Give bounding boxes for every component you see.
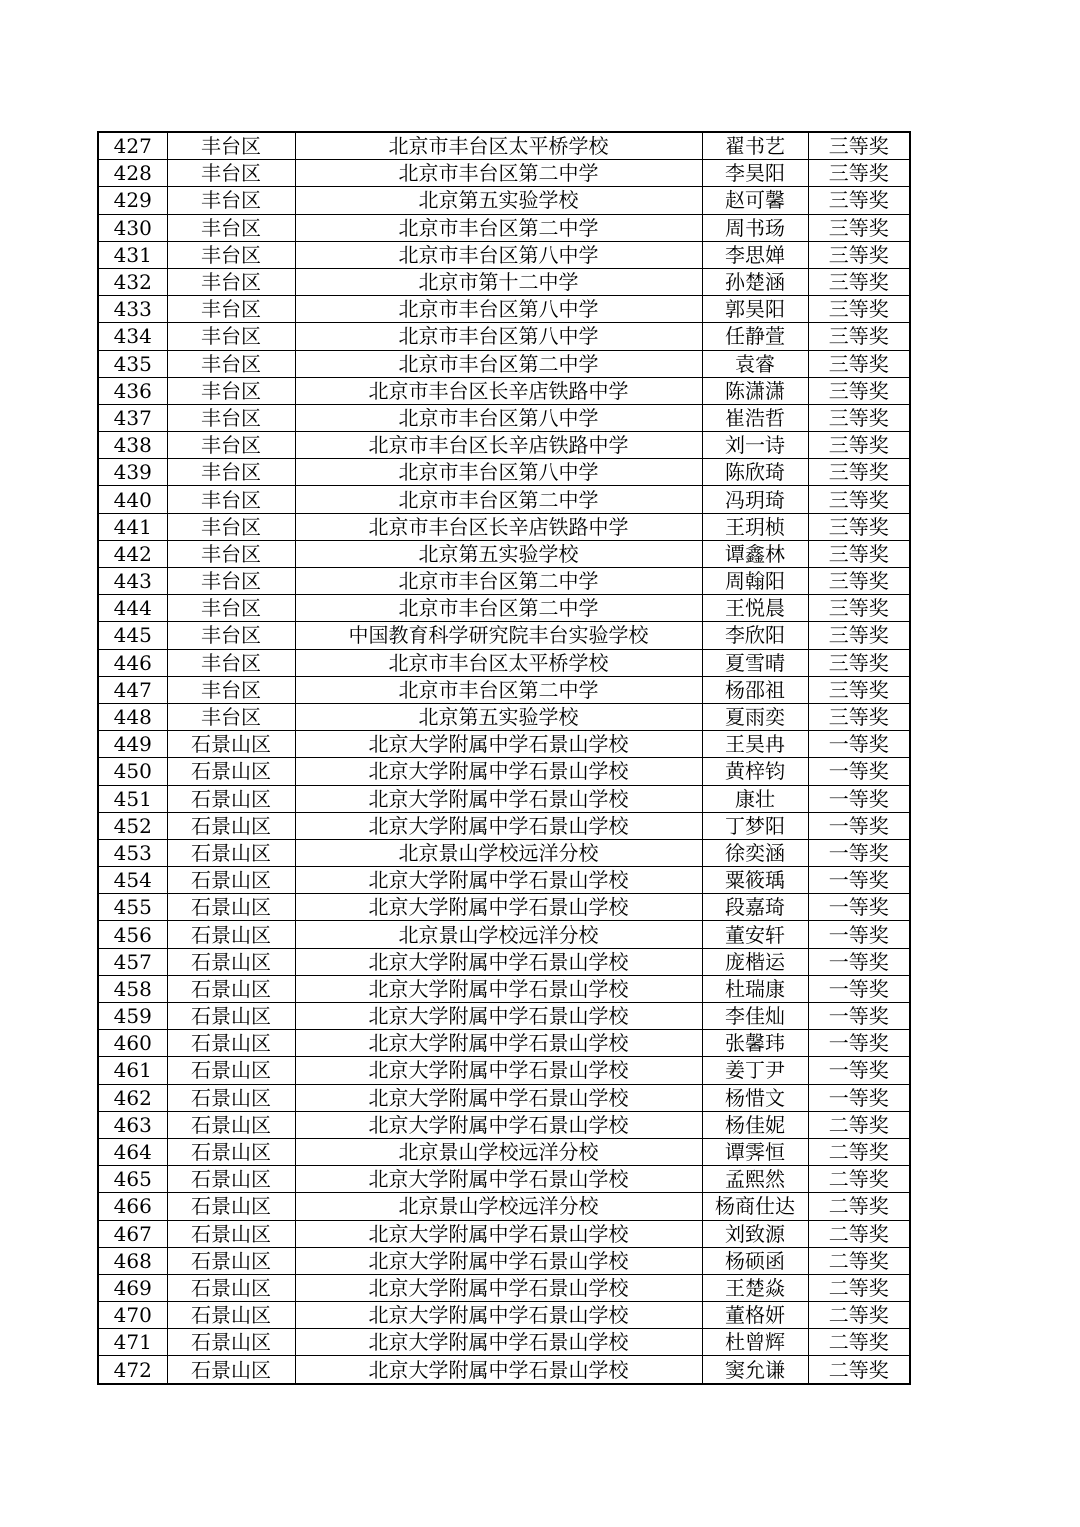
school-cell: 北京市丰台区第八中学 xyxy=(295,404,702,431)
row-number: 444 xyxy=(98,595,167,622)
district-cell: 石景山区 xyxy=(167,1356,295,1384)
table-row xyxy=(98,894,910,921)
award-cell: 一等奖 xyxy=(808,921,910,948)
school-cell: 北京大学附属中学石景山学校 xyxy=(295,1329,702,1356)
school-cell: 北京市丰台区太平桥学校 xyxy=(295,649,702,676)
table-row xyxy=(98,1138,910,1165)
student-name-cell: 杨硕函 xyxy=(702,1247,808,1274)
school-cell: 北京大学附属中学石景山学校 xyxy=(295,785,702,812)
table-row xyxy=(98,1274,910,1301)
district-cell: 石景山区 xyxy=(167,1329,295,1356)
student-name-cell: 郭昊阳 xyxy=(702,296,808,323)
award-cell: 三等奖 xyxy=(808,214,910,241)
award-cell: 一等奖 xyxy=(808,1057,910,1084)
row-number: 454 xyxy=(98,867,167,894)
school-cell: 北京市丰台区第八中学 xyxy=(295,323,702,350)
student-name-cell: 杨邵祖 xyxy=(702,676,808,703)
student-name-cell: 杜曾辉 xyxy=(702,1329,808,1356)
school-cell: 北京大学附属中学石景山学校 xyxy=(295,1057,702,1084)
school-cell: 北京市丰台区第二中学 xyxy=(295,676,702,703)
award-cell: 二等奖 xyxy=(808,1329,910,1356)
table-row xyxy=(98,214,910,241)
student-name-cell: 孟熙然 xyxy=(702,1166,808,1193)
student-name-cell: 周翰阳 xyxy=(702,568,808,595)
table-row xyxy=(98,1220,910,1247)
award-cell: 一等奖 xyxy=(808,839,910,866)
award-cell: 二等奖 xyxy=(808,1138,910,1165)
row-number: 467 xyxy=(98,1220,167,1247)
student-name-cell: 丁梦阳 xyxy=(702,812,808,839)
student-name-cell: 王昊冉 xyxy=(702,731,808,758)
student-name-cell: 夏雪晴 xyxy=(702,649,808,676)
award-cell: 二等奖 xyxy=(808,1247,910,1274)
school-cell: 北京市丰台区第二中学 xyxy=(295,486,702,513)
row-number: 429 xyxy=(98,187,167,214)
school-cell: 北京市丰台区第二中学 xyxy=(295,160,702,187)
student-name-cell: 董安轩 xyxy=(702,921,808,948)
award-results-table xyxy=(97,131,911,1385)
student-name-cell: 李欣阳 xyxy=(702,622,808,649)
student-name-cell: 刘致源 xyxy=(702,1220,808,1247)
school-cell: 北京大学附属中学石景山学校 xyxy=(295,867,702,894)
district-cell: 石景山区 xyxy=(167,1302,295,1329)
district-cell: 丰台区 xyxy=(167,703,295,730)
school-cell: 北京市丰台区第八中学 xyxy=(295,296,702,323)
school-cell: 北京第五实验学校 xyxy=(295,540,702,567)
school-cell: 北京大学附属中学石景山学校 xyxy=(295,731,702,758)
award-cell: 三等奖 xyxy=(808,540,910,567)
award-cell: 三等奖 xyxy=(808,432,910,459)
student-name-cell: 段嘉琦 xyxy=(702,894,808,921)
district-cell: 丰台区 xyxy=(167,649,295,676)
row-number: 469 xyxy=(98,1274,167,1301)
district-cell: 石景山区 xyxy=(167,921,295,948)
student-name-cell: 姜丁尹 xyxy=(702,1057,808,1084)
table-row xyxy=(98,921,910,948)
school-cell: 北京大学附属中学石景山学校 xyxy=(295,1302,702,1329)
student-name-cell: 周书玚 xyxy=(702,214,808,241)
table-row xyxy=(98,622,910,649)
table-row xyxy=(98,1193,910,1220)
school-cell: 北京大学附属中学石景山学校 xyxy=(295,975,702,1002)
award-cell: 三等奖 xyxy=(808,268,910,295)
row-number: 458 xyxy=(98,975,167,1002)
school-cell: 北京大学附属中学石景山学校 xyxy=(295,894,702,921)
table-row xyxy=(98,948,910,975)
student-name-cell: 陈欣琦 xyxy=(702,459,808,486)
award-cell: 三等奖 xyxy=(808,595,910,622)
district-cell: 石景山区 xyxy=(167,758,295,785)
district-cell: 石景山区 xyxy=(167,1003,295,1030)
table-row xyxy=(98,377,910,404)
district-cell: 石景山区 xyxy=(167,1057,295,1084)
row-number: 471 xyxy=(98,1329,167,1356)
district-cell: 丰台区 xyxy=(167,540,295,567)
row-number: 431 xyxy=(98,241,167,268)
student-name-cell: 庞楷运 xyxy=(702,948,808,975)
district-cell: 石景山区 xyxy=(167,1166,295,1193)
award-cell: 三等奖 xyxy=(808,649,910,676)
row-number: 428 xyxy=(98,160,167,187)
school-cell: 北京大学附属中学石景山学校 xyxy=(295,1084,702,1111)
table-row xyxy=(98,676,910,703)
school-cell: 北京市丰台区太平桥学校 xyxy=(295,132,702,160)
row-number: 437 xyxy=(98,404,167,431)
student-name-cell: 张馨玮 xyxy=(702,1030,808,1057)
row-number: 451 xyxy=(98,785,167,812)
student-name-cell: 孙楚涵 xyxy=(702,268,808,295)
row-number: 439 xyxy=(98,459,167,486)
district-cell: 丰台区 xyxy=(167,432,295,459)
award-cell: 二等奖 xyxy=(808,1193,910,1220)
row-number: 445 xyxy=(98,622,167,649)
award-cell: 一等奖 xyxy=(808,948,910,975)
row-number: 472 xyxy=(98,1356,167,1384)
row-number: 455 xyxy=(98,894,167,921)
award-cell: 三等奖 xyxy=(808,296,910,323)
award-cell: 三等奖 xyxy=(808,323,910,350)
school-cell: 北京大学附属中学石景山学校 xyxy=(295,1356,702,1384)
award-cell: 一等奖 xyxy=(808,867,910,894)
award-cell: 二等奖 xyxy=(808,1111,910,1138)
row-number: 456 xyxy=(98,921,167,948)
student-name-cell: 王悦晨 xyxy=(702,595,808,622)
award-cell: 二等奖 xyxy=(808,1220,910,1247)
student-name-cell: 袁睿 xyxy=(702,350,808,377)
school-cell: 北京景山学校远洋分校 xyxy=(295,1193,702,1220)
table-row xyxy=(98,1329,910,1356)
school-cell: 北京大学附属中学石景山学校 xyxy=(295,1030,702,1057)
award-cell: 二等奖 xyxy=(808,1166,910,1193)
school-cell: 北京景山学校远洋分校 xyxy=(295,839,702,866)
school-cell: 北京市丰台区长辛店铁路中学 xyxy=(295,377,702,404)
student-name-cell: 杨惜文 xyxy=(702,1084,808,1111)
student-name-cell: 赵可馨 xyxy=(702,187,808,214)
district-cell: 丰台区 xyxy=(167,568,295,595)
school-cell: 北京市丰台区第二中学 xyxy=(295,350,702,377)
district-cell: 石景山区 xyxy=(167,1247,295,1274)
row-number: 434 xyxy=(98,323,167,350)
district-cell: 丰台区 xyxy=(167,296,295,323)
table-row xyxy=(98,867,910,894)
district-cell: 丰台区 xyxy=(167,404,295,431)
row-number: 459 xyxy=(98,1003,167,1030)
table-row xyxy=(98,459,910,486)
school-cell: 北京大学附属中学石景山学校 xyxy=(295,1220,702,1247)
school-cell: 北京市第十二中学 xyxy=(295,268,702,295)
district-cell: 石景山区 xyxy=(167,1030,295,1057)
school-cell: 北京市丰台区长辛店铁路中学 xyxy=(295,513,702,540)
table-row xyxy=(98,1247,910,1274)
student-name-cell: 刘一诗 xyxy=(702,432,808,459)
table-row xyxy=(98,649,910,676)
district-cell: 丰台区 xyxy=(167,676,295,703)
award-cell: 一等奖 xyxy=(808,1003,910,1030)
table-row xyxy=(98,432,910,459)
district-cell: 石景山区 xyxy=(167,1193,295,1220)
row-number: 430 xyxy=(98,214,167,241)
row-number: 435 xyxy=(98,350,167,377)
student-name-cell: 杨佳妮 xyxy=(702,1111,808,1138)
school-cell: 北京市丰台区第二中学 xyxy=(295,595,702,622)
district-cell: 丰台区 xyxy=(167,323,295,350)
row-number: 464 xyxy=(98,1138,167,1165)
award-cell: 三等奖 xyxy=(808,676,910,703)
district-cell: 石景山区 xyxy=(167,867,295,894)
student-name-cell: 夏雨奕 xyxy=(702,703,808,730)
table-row xyxy=(98,812,910,839)
row-number: 449 xyxy=(98,731,167,758)
table-row xyxy=(98,296,910,323)
school-cell: 北京市丰台区第二中学 xyxy=(295,214,702,241)
district-cell: 石景山区 xyxy=(167,812,295,839)
row-number: 441 xyxy=(98,513,167,540)
student-name-cell: 康壮 xyxy=(702,785,808,812)
table-row xyxy=(98,839,910,866)
row-number: 462 xyxy=(98,1084,167,1111)
award-cell: 三等奖 xyxy=(808,241,910,268)
school-cell: 北京市丰台区第二中学 xyxy=(295,568,702,595)
school-cell: 北京市丰台区第八中学 xyxy=(295,241,702,268)
student-name-cell: 董格妍 xyxy=(702,1302,808,1329)
table-row xyxy=(98,785,910,812)
school-cell: 北京大学附属中学石景山学校 xyxy=(295,758,702,785)
award-cell: 一等奖 xyxy=(808,894,910,921)
row-number: 442 xyxy=(98,540,167,567)
student-name-cell: 李佳灿 xyxy=(702,1003,808,1030)
table-row xyxy=(98,595,910,622)
student-name-cell: 陈潇潇 xyxy=(702,377,808,404)
table-row xyxy=(98,758,910,785)
row-number: 450 xyxy=(98,758,167,785)
award-cell: 三等奖 xyxy=(808,350,910,377)
district-cell: 石景山区 xyxy=(167,1084,295,1111)
table-row xyxy=(98,1111,910,1138)
row-number: 460 xyxy=(98,1030,167,1057)
school-cell: 北京第五实验学校 xyxy=(295,187,702,214)
table-row xyxy=(98,404,910,431)
award-cell: 三等奖 xyxy=(808,377,910,404)
row-number: 448 xyxy=(98,703,167,730)
district-cell: 丰台区 xyxy=(167,622,295,649)
row-number: 438 xyxy=(98,432,167,459)
school-cell: 北京大学附属中学石景山学校 xyxy=(295,1274,702,1301)
table-body xyxy=(98,132,910,1384)
row-number: 452 xyxy=(98,812,167,839)
table-row xyxy=(98,975,910,1002)
table-row xyxy=(98,187,910,214)
student-name-cell: 崔浩哲 xyxy=(702,404,808,431)
row-number: 436 xyxy=(98,377,167,404)
district-cell: 石景山区 xyxy=(167,894,295,921)
row-number: 468 xyxy=(98,1247,167,1274)
district-cell: 丰台区 xyxy=(167,268,295,295)
district-cell: 石景山区 xyxy=(167,839,295,866)
table-row xyxy=(98,540,910,567)
table-row xyxy=(98,323,910,350)
award-cell: 三等奖 xyxy=(808,486,910,513)
student-name-cell: 任静萱 xyxy=(702,323,808,350)
student-name-cell: 杨商仕达 xyxy=(702,1193,808,1220)
district-cell: 丰台区 xyxy=(167,241,295,268)
table-row xyxy=(98,1057,910,1084)
award-cell: 一等奖 xyxy=(808,812,910,839)
school-cell: 北京景山学校远洋分校 xyxy=(295,1138,702,1165)
award-cell: 二等奖 xyxy=(808,1356,910,1384)
district-cell: 丰台区 xyxy=(167,160,295,187)
row-number: 453 xyxy=(98,839,167,866)
district-cell: 丰台区 xyxy=(167,350,295,377)
school-cell: 中国教育科学研究院丰台实验学校 xyxy=(295,622,702,649)
award-cell: 一等奖 xyxy=(808,975,910,1002)
table-row xyxy=(98,1003,910,1030)
table-row xyxy=(98,1084,910,1111)
row-number: 457 xyxy=(98,948,167,975)
row-number: 446 xyxy=(98,649,167,676)
table-row xyxy=(98,1356,910,1384)
table-row xyxy=(98,1166,910,1193)
row-number: 463 xyxy=(98,1111,167,1138)
district-cell: 丰台区 xyxy=(167,377,295,404)
district-cell: 石景山区 xyxy=(167,948,295,975)
row-number: 461 xyxy=(98,1057,167,1084)
table-row xyxy=(98,268,910,295)
school-cell: 北京景山学校远洋分校 xyxy=(295,921,702,948)
student-name-cell: 李思婵 xyxy=(702,241,808,268)
award-cell: 一等奖 xyxy=(808,1084,910,1111)
table-row xyxy=(98,703,910,730)
student-name-cell: 谭霁恒 xyxy=(702,1138,808,1165)
district-cell: 丰台区 xyxy=(167,132,295,160)
district-cell: 丰台区 xyxy=(167,459,295,486)
district-cell: 丰台区 xyxy=(167,513,295,540)
table-row xyxy=(98,132,910,160)
table-row xyxy=(98,241,910,268)
row-number: 443 xyxy=(98,568,167,595)
award-cell: 三等奖 xyxy=(808,513,910,540)
table-row xyxy=(98,160,910,187)
student-name-cell: 冯玥琦 xyxy=(702,486,808,513)
school-cell: 北京市丰台区第八中学 xyxy=(295,459,702,486)
award-cell: 三等奖 xyxy=(808,459,910,486)
student-name-cell: 王玥桢 xyxy=(702,513,808,540)
award-cell: 二等奖 xyxy=(808,1302,910,1329)
table-row xyxy=(98,513,910,540)
award-cell: 一等奖 xyxy=(808,731,910,758)
student-name-cell: 李昊阳 xyxy=(702,160,808,187)
award-cell: 三等奖 xyxy=(808,160,910,187)
table-row xyxy=(98,731,910,758)
row-number: 470 xyxy=(98,1302,167,1329)
district-cell: 石景山区 xyxy=(167,785,295,812)
district-cell: 石景山区 xyxy=(167,975,295,1002)
student-name-cell: 谭鑫林 xyxy=(702,540,808,567)
row-number: 432 xyxy=(98,268,167,295)
award-cell: 一等奖 xyxy=(808,785,910,812)
table-row xyxy=(98,1302,910,1329)
student-name-cell: 翟书艺 xyxy=(702,132,808,160)
school-cell: 北京大学附属中学石景山学校 xyxy=(295,1247,702,1274)
student-name-cell: 王楚焱 xyxy=(702,1274,808,1301)
district-cell: 丰台区 xyxy=(167,214,295,241)
award-cell: 三等奖 xyxy=(808,187,910,214)
row-number: 440 xyxy=(98,486,167,513)
student-name-cell: 徐奕涵 xyxy=(702,839,808,866)
table-row xyxy=(98,1030,910,1057)
student-name-cell: 黄梓钧 xyxy=(702,758,808,785)
row-number: 447 xyxy=(98,676,167,703)
table-row xyxy=(98,568,910,595)
student-name-cell: 窦允谦 xyxy=(702,1356,808,1384)
student-name-cell: 粟筱瑀 xyxy=(702,867,808,894)
table-row xyxy=(98,350,910,377)
row-number: 466 xyxy=(98,1193,167,1220)
district-cell: 丰台区 xyxy=(167,187,295,214)
award-cell: 一等奖 xyxy=(808,758,910,785)
student-name-cell: 杜瑞康 xyxy=(702,975,808,1002)
district-cell: 石景山区 xyxy=(167,1111,295,1138)
row-number: 433 xyxy=(98,296,167,323)
award-cell: 二等奖 xyxy=(808,1274,910,1301)
district-cell: 石景山区 xyxy=(167,1220,295,1247)
district-cell: 石景山区 xyxy=(167,1274,295,1301)
award-cell: 三等奖 xyxy=(808,622,910,649)
district-cell: 丰台区 xyxy=(167,595,295,622)
award-cell: 三等奖 xyxy=(808,703,910,730)
school-cell: 北京大学附属中学石景山学校 xyxy=(295,1003,702,1030)
school-cell: 北京大学附属中学石景山学校 xyxy=(295,812,702,839)
school-cell: 北京大学附属中学石景山学校 xyxy=(295,1111,702,1138)
district-cell: 丰台区 xyxy=(167,486,295,513)
row-number: 427 xyxy=(98,132,167,160)
row-number: 465 xyxy=(98,1166,167,1193)
district-cell: 石景山区 xyxy=(167,1138,295,1165)
award-cell: 三等奖 xyxy=(808,568,910,595)
award-cell: 三等奖 xyxy=(808,404,910,431)
school-cell: 北京大学附属中学石景山学校 xyxy=(295,1166,702,1193)
school-cell: 北京市丰台区长辛店铁路中学 xyxy=(295,432,702,459)
award-cell: 一等奖 xyxy=(808,1030,910,1057)
table-row xyxy=(98,486,910,513)
district-cell: 石景山区 xyxy=(167,731,295,758)
school-cell: 北京第五实验学校 xyxy=(295,703,702,730)
school-cell: 北京大学附属中学石景山学校 xyxy=(295,948,702,975)
award-cell: 三等奖 xyxy=(808,132,910,160)
